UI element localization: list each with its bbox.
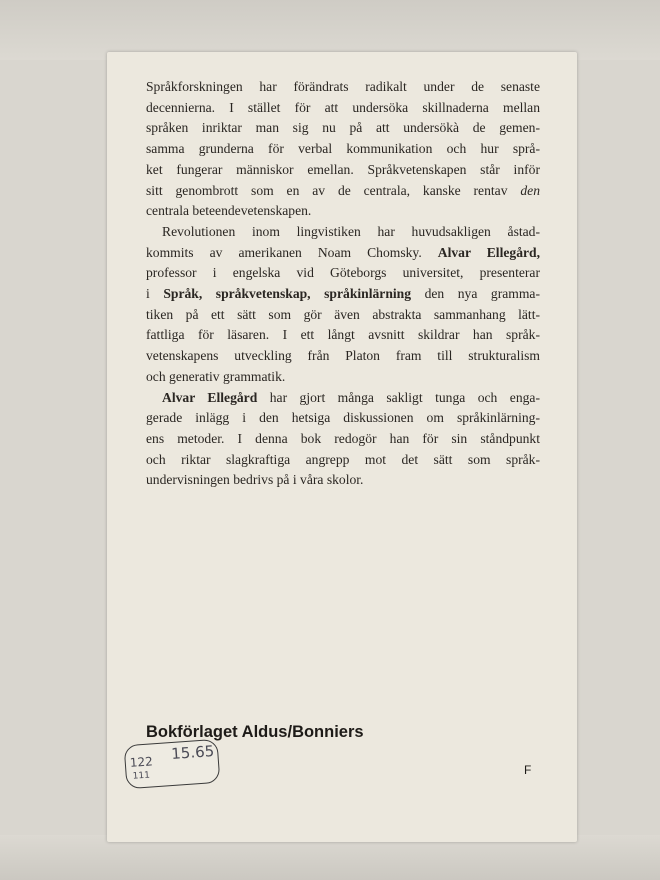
book-title: Språk, språkvetenskap, språkinlärning	[163, 286, 412, 302]
text-line: ket fungerar människor emellan. Språkvetenskapen står inför	[146, 161, 540, 177]
text-line: samma grunderna för verbal kommunikation och hur språ-	[146, 141, 540, 157]
text-line: fattliga för läsaren. I ett långt avsnitt skildrar han språk-	[146, 327, 540, 343]
text-fragment: kommits av amerikanen Noam Chomsky.	[146, 244, 438, 260]
text-line: professor i engelska vid Göteborgs universitet, presenterar	[146, 265, 540, 281]
text-line: vetenskapens utveckling från Platon fram till strukturalism	[146, 348, 540, 364]
publisher-name: Bokförlaget Aldus/Bonniers	[146, 723, 364, 741]
text-line: decennierna. I stället för att undersöka skillnaderna mellan	[146, 99, 540, 115]
text-line: Språkforskningen har förändrats radikalt under de senaste	[146, 79, 540, 94]
text-line: och riktar slagkraftiga angrepp mot det sätt som språk-	[146, 451, 540, 467]
sticker-price: 15.65	[170, 742, 215, 764]
paragraph-3	[146, 388, 540, 492]
text-fragment: i	[146, 286, 164, 302]
text-fragment: sitt genombrott som en av de centrala, kanske rentav	[146, 182, 521, 198]
text-line: ens metoder. I denna bok redogör han för sin ståndpunkt	[146, 430, 540, 446]
text-fragment: den nya gramma-	[411, 286, 540, 302]
text-line: språken inriktar man sig nu på att undersökà de gemen-	[146, 120, 540, 136]
text-line	[146, 243, 540, 264]
text-line: undervisningen bedrivs på i våra skolor.	[146, 472, 364, 488]
price-sticker	[124, 739, 221, 789]
sticker-code: 122	[129, 754, 154, 770]
emphasis-text: den	[520, 182, 540, 198]
text-line: tiken på ett sätt som gör även abstrakta sammanhang lätt-	[146, 306, 540, 322]
paragraph-2	[146, 222, 540, 388]
paragraph-1	[146, 77, 540, 222]
author-name: Alvar Ellegård,	[437, 244, 540, 260]
text-line	[146, 388, 540, 409]
author-name: Alvar Ellegård	[162, 389, 258, 405]
background-top	[0, 0, 660, 60]
blurb-text	[146, 77, 540, 491]
sticker-sub: 111	[132, 770, 151, 782]
text-line: gerade inlägg i den hetsiga diskussionen om språkinlärning-	[146, 410, 540, 426]
text-fragment: har gjort många sakligt tunga och enga-	[257, 389, 540, 405]
text-line: Revolutionen inom lingvistiken har huvudsakligen åstad-	[162, 223, 540, 239]
text-line: centrala beteendevetenskapen.	[146, 203, 312, 219]
text-line: och generativ grammatik.	[146, 368, 286, 384]
edition-letter: F	[524, 763, 532, 777]
text-line	[146, 181, 540, 202]
text-line	[146, 284, 540, 305]
